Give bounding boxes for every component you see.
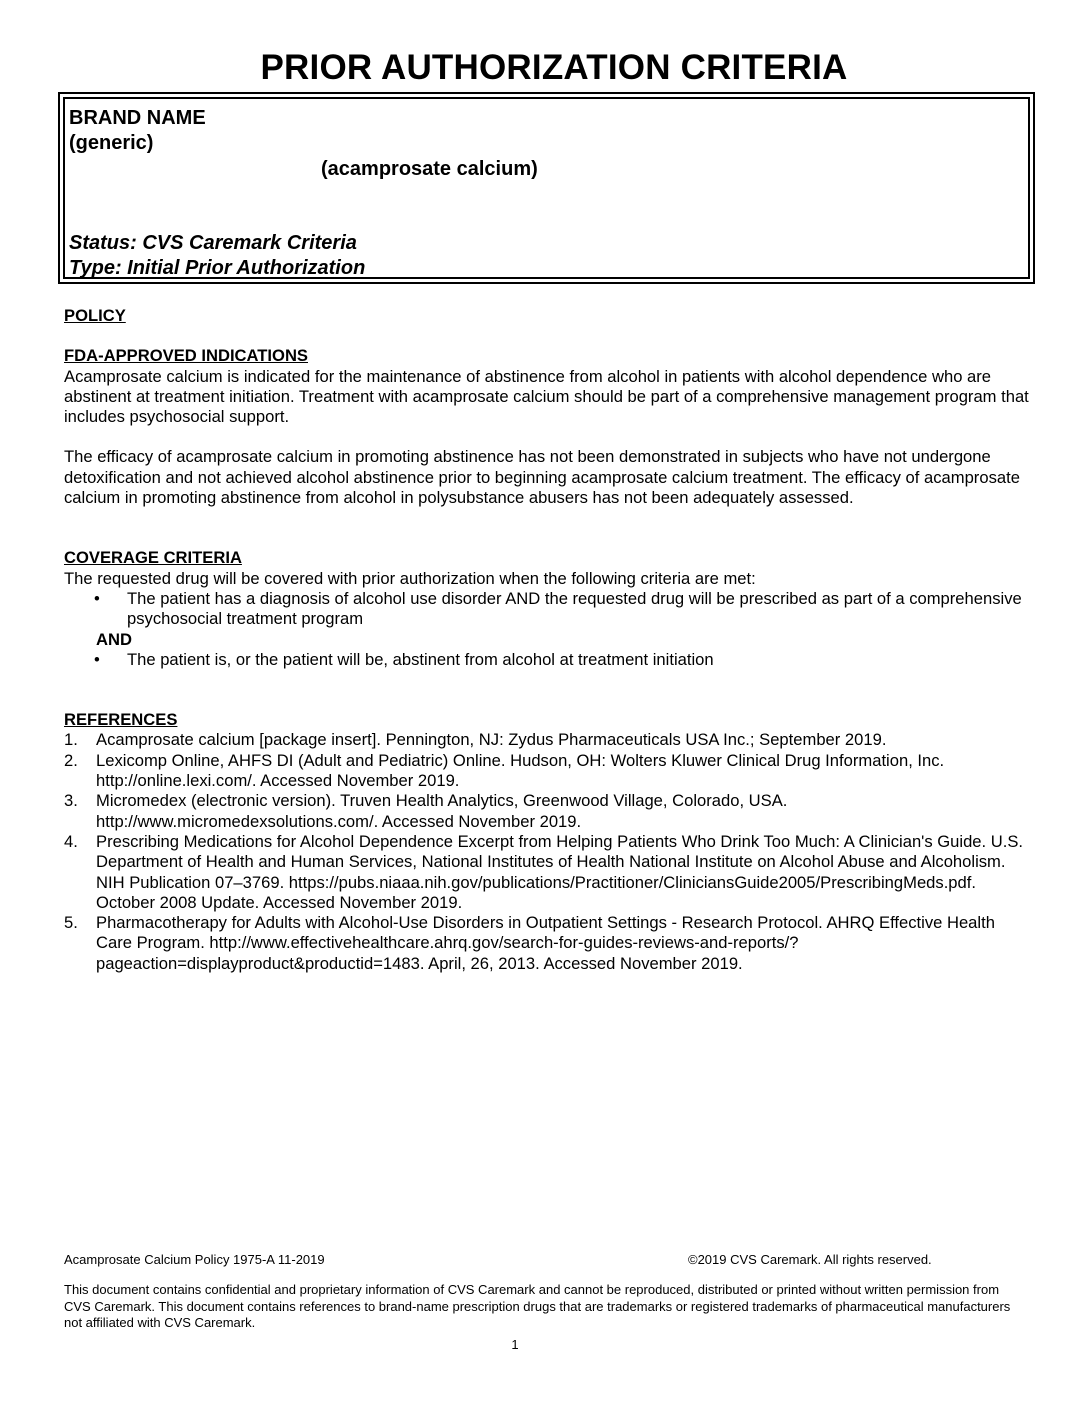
criteria-status: Status: CVS Caremark Criteria (69, 232, 357, 254)
reference-number: 4. (64, 831, 78, 851)
reference-item (64, 791, 1034, 832)
fda-indications-paragraph-1: Acamprosate calcium is indicated for the maintenance of abstinence from alcohol in patients with alcohol dependence who are abstinent at treatment initiation. Treatment with acamprosate calcium should be part of a comprehensive management program that includes psychosocial support. (64, 366, 1029, 427)
generic-label: (generic) (69, 132, 154, 154)
reference-text: Micromedex (electronic version). Truven Health Analytics, Greenwood Village, Colorado, USA. http://www.micromedexsolutions.com/. Accessed November 2019. (96, 791, 788, 831)
reference-text: Acamprosate calcium [package insert]. Pennington, NJ: Zydus Pharmaceuticals USA Inc.; September 2019. (96, 730, 887, 750)
drug-header-box (58, 92, 1035, 284)
references-list (64, 730, 1034, 974)
criteria-list-continued (64, 650, 1034, 670)
coverage-criteria-heading: COVERAGE CRITERIA (64, 548, 242, 568)
criteria-text: The patient has a diagnosis of alcohol use disorder AND the requested drug will be prescribed as part of a comprehensive psychosocial treatment program (127, 588, 1022, 629)
criteria-text: The patient is, or the patient will be, abstinent from alcohol at treatment initiation (127, 649, 714, 669)
fda-indications-heading: FDA-APPROVED INDICATIONS (64, 346, 308, 366)
coverage-intro: The requested drug will be covered with prior authorization when the following criteria are met: (64, 568, 756, 588)
generic-drug-name: (acamprosate calcium) (321, 158, 538, 180)
reference-item (64, 832, 1034, 913)
policy-heading: POLICY (64, 306, 126, 325)
bullet-icon: • (94, 588, 100, 608)
bullet-icon: • (94, 649, 100, 669)
reference-text: Lexicomp Online, AHFS DI (Adult and Pediatric) Online. Hudson, OH: Wolters Kluwer Clinical Drug Information, Inc. http://online.lexi.com/. Accessed November 2019. (96, 750, 945, 791)
confidentiality-note: This document contains confidential and proprietary information of CVS Caremark and cannot be reproduced, distributed or printed without written permission from CVS Caremark. This document contains references to brand-name prescription drugs that are trademarks or registered trademarks of pharmaceutical manufacturers not affiliated with CVS Caremark. (64, 1282, 1011, 1330)
reference-number: 5. (64, 913, 78, 933)
reference-text: Prescribing Medications for Alcohol Dependence Excerpt from Helping Patients Who Drink Too Much: A Clinician's Guide. U.S. Department of Health and Human Services, National Institutes of Health National Institute on Alcohol Abuse and Alcoholism. NIH Publication 07–3769. https://pubs.niaaa.nih.gov/publications/Practitioner/CliniciansGuide2005/PrescribingMeds.pdf. October 2008 Update. Accessed November 2019. (96, 831, 1024, 912)
reference-item (64, 730, 1034, 750)
and-connector: AND (96, 629, 132, 649)
criteria-item (64, 589, 1034, 630)
reference-text: Pharmacotherapy for Adults with Alcohol-Use Disorders in Outpatient Settings - Research Protocol. AHRQ Effective Health Care Program. http://www.effectivehealthcare.ahrq.gov/search-for-guides-reviews-and-reports/?pageaction=displayproduct&productid=1483. April, 26, 2013. Accessed November 2019. (96, 913, 995, 973)
copyright-notice: ©2019 CVS Caremark. All rights reserved. (688, 1252, 932, 1267)
page-title: PRIOR AUTHORIZATION CRITERIA (260, 48, 848, 87)
drug-header-inner-border (63, 97, 1030, 279)
criteria-list (64, 589, 1034, 630)
reference-item (64, 751, 1034, 792)
document-body (64, 306, 1034, 974)
page-number: 1 (511, 1337, 519, 1352)
fda-indications-paragraph-2: The efficacy of acamprosate calcium in promoting abstinence has not been demonstrated in subjects who have not undergone detoxification and not achieved alcohol abstinence prior to beginning acamprosate calcium treatment. The efficacy of acamprosate calcium in promoting abstinence from alcohol in polysubstance abusers has not been adequately assessed. (64, 447, 1020, 508)
reference-number: 1. (64, 730, 78, 750)
brand-name-label: BRAND NAME (69, 107, 206, 129)
reference-item (64, 913, 1034, 974)
reference-number: 3. (64, 791, 78, 811)
criteria-item (64, 650, 1034, 670)
policy-identifier: Acamprosate Calcium Policy 1975-A 11-2019 (64, 1252, 325, 1267)
reference-number: 2. (64, 750, 78, 770)
authorization-type: Type: Initial Prior Authorization (69, 257, 366, 279)
references-heading: REFERENCES (64, 710, 178, 730)
